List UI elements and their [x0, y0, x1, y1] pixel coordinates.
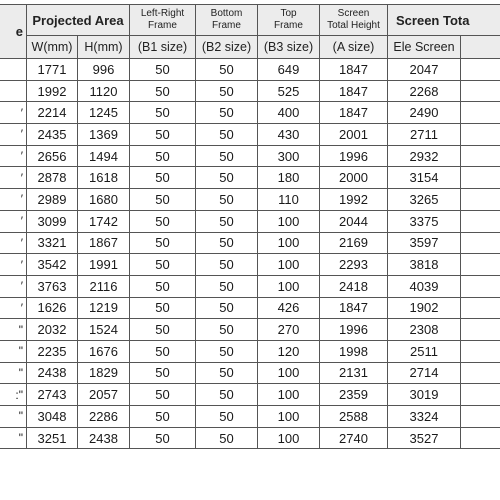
cell-next-column	[461, 275, 500, 297]
table-row	[0, 275, 500, 297]
cell-width-mm: 2656	[27, 145, 78, 167]
cell-b1-size: 50	[130, 254, 196, 276]
cell-b2-size: 50	[196, 189, 258, 211]
header-b3-size: (B3 size)	[258, 36, 320, 59]
cell-width-mm: 2214	[27, 102, 78, 124]
cell-size-label: ′	[0, 124, 27, 146]
cell-height-mm: 1219	[78, 297, 130, 319]
table-row	[0, 102, 500, 124]
cell-b2-size: 50	[196, 232, 258, 254]
cell-height-mm: 1991	[78, 254, 130, 276]
cell-next-column	[461, 340, 500, 362]
cell-height-mm: 996	[78, 59, 130, 81]
table-row	[0, 362, 500, 384]
cell-next-column	[461, 145, 500, 167]
cell-b2-size: 50	[196, 254, 258, 276]
cell-next-column	[461, 59, 500, 81]
cell-ele-screen: 2308	[388, 319, 461, 341]
cell-next-column	[461, 167, 500, 189]
cell-b1-size: 50	[130, 145, 196, 167]
cell-ele-screen: 3527	[388, 427, 461, 449]
cell-size-label: ′	[0, 232, 27, 254]
cell-size-label: "	[0, 319, 27, 341]
cell-width-mm: 2743	[27, 384, 78, 406]
screen-size-table	[0, 4, 500, 449]
cell-size-label: ′	[0, 254, 27, 276]
cell-b1-size: 50	[130, 406, 196, 428]
cell-width-mm: 3542	[27, 254, 78, 276]
header-screen-total: Screen Tota	[388, 5, 500, 36]
cell-size-label: :"	[0, 384, 27, 406]
cell-size-label: ′	[0, 275, 27, 297]
cell-width-mm: 3048	[27, 406, 78, 428]
cell-width-mm: 2878	[27, 167, 78, 189]
header-left-right-line1: Left-Right	[140, 8, 185, 19]
cell-size-label: ′	[0, 297, 27, 319]
cell-a-size: 2044	[320, 210, 388, 232]
table-row	[0, 80, 500, 102]
cell-next-column	[461, 102, 500, 124]
cell-next-column	[461, 189, 500, 211]
header-width-mm: W(mm)	[27, 36, 78, 59]
cell-b3-size: 100	[258, 275, 320, 297]
header-b1-size: (B1 size)	[130, 36, 196, 59]
cell-b2-size: 50	[196, 80, 258, 102]
screen-size-table-wrapper	[0, 4, 500, 455]
cell-b2-size: 50	[196, 406, 258, 428]
cell-size-label	[0, 80, 27, 102]
header-size-column: e	[0, 5, 27, 59]
cell-width-mm: 1992	[27, 80, 78, 102]
cell-height-mm: 1676	[78, 340, 130, 362]
cell-a-size: 1998	[320, 340, 388, 362]
cell-next-column	[461, 406, 500, 428]
cell-height-mm: 1494	[78, 145, 130, 167]
cell-a-size: 1847	[320, 297, 388, 319]
cell-b1-size: 50	[130, 427, 196, 449]
table-body	[0, 59, 500, 449]
cell-size-label: ′	[0, 102, 27, 124]
table-row	[0, 167, 500, 189]
cell-b3-size: 100	[258, 384, 320, 406]
cell-ele-screen: 3324	[388, 406, 461, 428]
cell-a-size: 2001	[320, 124, 388, 146]
cell-width-mm: 2032	[27, 319, 78, 341]
cell-size-label	[0, 59, 27, 81]
cell-size-label: ′	[0, 167, 27, 189]
table-row	[0, 232, 500, 254]
table-row	[0, 340, 500, 362]
cell-size-label: "	[0, 406, 27, 428]
cell-b2-size: 50	[196, 297, 258, 319]
cell-height-mm: 2438	[78, 427, 130, 449]
cell-b2-size: 50	[196, 384, 258, 406]
table-row	[0, 189, 500, 211]
cell-width-mm: 3763	[27, 275, 78, 297]
cell-b1-size: 50	[130, 59, 196, 81]
cell-next-column	[461, 80, 500, 102]
cell-a-size: 2418	[320, 275, 388, 297]
cell-next-column	[461, 124, 500, 146]
cell-height-mm: 2286	[78, 406, 130, 428]
cell-b1-size: 50	[130, 102, 196, 124]
header-left-right-line2: Frame	[148, 20, 177, 31]
cell-b2-size: 50	[196, 210, 258, 232]
cell-a-size: 1847	[320, 59, 388, 81]
cell-b2-size: 50	[196, 124, 258, 146]
cell-size-label: "	[0, 340, 27, 362]
cell-b1-size: 50	[130, 275, 196, 297]
header-next-column	[461, 36, 500, 59]
header-projected-area: Projected Area	[27, 5, 130, 36]
cell-width-mm: 3251	[27, 427, 78, 449]
cell-b3-size: 120	[258, 340, 320, 362]
cell-ele-screen: 3597	[388, 232, 461, 254]
header-total-height-line2: Total Height	[327, 20, 380, 31]
cell-a-size: 1847	[320, 102, 388, 124]
cell-b2-size: 50	[196, 319, 258, 341]
cell-b1-size: 50	[130, 124, 196, 146]
table-row	[0, 145, 500, 167]
cell-b3-size: 426	[258, 297, 320, 319]
cell-b2-size: 50	[196, 340, 258, 362]
cell-size-label: "	[0, 362, 27, 384]
cell-b1-size: 50	[130, 210, 196, 232]
cell-ele-screen: 2932	[388, 145, 461, 167]
table-row	[0, 254, 500, 276]
cell-b1-size: 50	[130, 189, 196, 211]
cell-height-mm: 2057	[78, 384, 130, 406]
cell-b1-size: 50	[130, 384, 196, 406]
cell-b2-size: 50	[196, 275, 258, 297]
cell-size-label: ′	[0, 145, 27, 167]
header-a-size: (A size)	[320, 36, 388, 59]
header-bottom-line2: Frame	[212, 20, 241, 31]
cell-a-size: 1847	[320, 80, 388, 102]
cell-ele-screen: 3375	[388, 210, 461, 232]
cell-width-mm: 3099	[27, 210, 78, 232]
header-row-1	[0, 5, 500, 36]
header-ele-screen: Ele Screen	[388, 36, 461, 59]
cell-ele-screen: 2711	[388, 124, 461, 146]
header-top-line1: Top	[280, 8, 297, 19]
cell-a-size: 2131	[320, 362, 388, 384]
table-row	[0, 59, 500, 81]
cell-b2-size: 50	[196, 362, 258, 384]
cell-b3-size: 649	[258, 59, 320, 81]
cell-next-column	[461, 319, 500, 341]
cell-a-size: 2359	[320, 384, 388, 406]
cell-next-column	[461, 362, 500, 384]
table-header	[0, 5, 500, 59]
header-bottom-frame	[196, 5, 258, 36]
cell-b3-size: 100	[258, 232, 320, 254]
cell-next-column	[461, 210, 500, 232]
table-row	[0, 427, 500, 449]
cell-width-mm: 3321	[27, 232, 78, 254]
cell-b1-size: 50	[130, 319, 196, 341]
cell-height-mm: 1120	[78, 80, 130, 102]
cell-b3-size: 100	[258, 427, 320, 449]
cell-ele-screen: 2714	[388, 362, 461, 384]
cell-height-mm: 1618	[78, 167, 130, 189]
cell-a-size: 2169	[320, 232, 388, 254]
header-top-frame	[258, 5, 320, 36]
header-row-2	[0, 36, 500, 59]
cell-next-column	[461, 232, 500, 254]
cell-ele-screen: 2490	[388, 102, 461, 124]
cell-a-size: 2000	[320, 167, 388, 189]
cell-b2-size: 50	[196, 167, 258, 189]
cell-next-column	[461, 297, 500, 319]
cell-a-size: 1996	[320, 319, 388, 341]
cell-a-size: 2588	[320, 406, 388, 428]
cell-b3-size: 430	[258, 124, 320, 146]
cell-b2-size: 50	[196, 427, 258, 449]
cell-b3-size: 100	[258, 254, 320, 276]
cell-b1-size: 50	[130, 297, 196, 319]
cell-ele-screen: 4039	[388, 275, 461, 297]
cell-width-mm: 1771	[27, 59, 78, 81]
cell-height-mm: 1829	[78, 362, 130, 384]
cell-b2-size: 50	[196, 145, 258, 167]
cell-b3-size: 525	[258, 80, 320, 102]
header-left-right-frame	[130, 5, 196, 36]
cell-b3-size: 400	[258, 102, 320, 124]
cell-ele-screen: 3265	[388, 189, 461, 211]
cell-ele-screen: 3154	[388, 167, 461, 189]
cell-width-mm: 2438	[27, 362, 78, 384]
cell-next-column	[461, 427, 500, 449]
table-row	[0, 406, 500, 428]
table-row	[0, 297, 500, 319]
cell-b2-size: 50	[196, 102, 258, 124]
cell-next-column	[461, 254, 500, 276]
cell-size-label: ′	[0, 210, 27, 232]
cell-ele-screen: 2268	[388, 80, 461, 102]
cell-b3-size: 300	[258, 145, 320, 167]
cell-b1-size: 50	[130, 362, 196, 384]
cell-ele-screen: 3818	[388, 254, 461, 276]
cell-b1-size: 50	[130, 80, 196, 102]
cell-height-mm: 1524	[78, 319, 130, 341]
cell-b2-size: 50	[196, 59, 258, 81]
cell-ele-screen: 3019	[388, 384, 461, 406]
header-b2-size: (B2 size)	[196, 36, 258, 59]
header-screen-total-height	[320, 5, 388, 36]
header-height-mm: H(mm)	[78, 36, 130, 59]
cell-a-size: 2740	[320, 427, 388, 449]
cell-ele-screen: 1902	[388, 297, 461, 319]
cell-b3-size: 110	[258, 189, 320, 211]
cell-ele-screen: 2047	[388, 59, 461, 81]
table-row	[0, 124, 500, 146]
cell-height-mm: 1867	[78, 232, 130, 254]
header-bottom-line1: Bottom	[210, 8, 243, 19]
cell-a-size: 1992	[320, 189, 388, 211]
cell-height-mm: 1742	[78, 210, 130, 232]
cell-a-size: 1996	[320, 145, 388, 167]
cell-height-mm: 1245	[78, 102, 130, 124]
cell-height-mm: 1369	[78, 124, 130, 146]
cell-width-mm: 2435	[27, 124, 78, 146]
cell-size-label: "	[0, 427, 27, 449]
cell-b1-size: 50	[130, 232, 196, 254]
cell-size-label: ′	[0, 189, 27, 211]
cell-b3-size: 100	[258, 210, 320, 232]
cell-height-mm: 2116	[78, 275, 130, 297]
cell-b3-size: 270	[258, 319, 320, 341]
header-total-height-line1: Screen	[337, 8, 370, 19]
cell-width-mm: 2235	[27, 340, 78, 362]
table-row	[0, 319, 500, 341]
cell-width-mm: 2989	[27, 189, 78, 211]
cell-height-mm: 1680	[78, 189, 130, 211]
cell-b3-size: 100	[258, 406, 320, 428]
table-row	[0, 384, 500, 406]
cell-next-column	[461, 384, 500, 406]
cell-b3-size: 100	[258, 362, 320, 384]
cell-ele-screen: 2511	[388, 340, 461, 362]
header-top-line2: Frame	[274, 20, 303, 31]
cell-b1-size: 50	[130, 340, 196, 362]
cell-b3-size: 180	[258, 167, 320, 189]
table-row	[0, 210, 500, 232]
cell-width-mm: 1626	[27, 297, 78, 319]
cell-a-size: 2293	[320, 254, 388, 276]
cell-b1-size: 50	[130, 167, 196, 189]
